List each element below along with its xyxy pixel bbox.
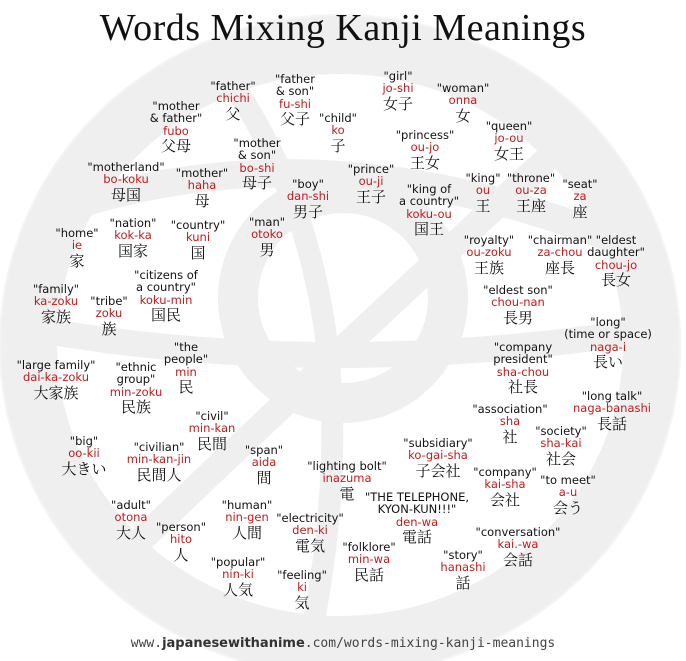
kanji-label: 座 <box>572 202 588 221</box>
kanji-label: 家族 <box>40 307 72 326</box>
footer-suffix: .com/words-mixing-kanji-meanings <box>304 636 556 651</box>
romaji-label: den-ki <box>292 523 328 538</box>
kanji-label: 電話 <box>401 528 433 547</box>
word-civilian <box>127 441 191 485</box>
word-large-family <box>17 359 96 403</box>
word-civil <box>189 410 236 454</box>
kanji-label: 母子 <box>241 174 273 193</box>
english-label: "the people" <box>163 340 209 367</box>
romaji-label: za <box>573 189 587 204</box>
romaji-label: ie <box>71 238 83 253</box>
english-label: "girl" <box>383 69 413 83</box>
english-label: "family" <box>32 282 80 296</box>
word-telephone <box>365 491 469 547</box>
romaji-label: ki <box>297 580 307 595</box>
kanji-label: 母国 <box>110 185 141 204</box>
kanji-label: 話 <box>455 573 471 592</box>
english-label: "story" <box>443 548 483 562</box>
kanji-label: 国民 <box>150 306 181 325</box>
romaji-label: jo-ou <box>494 131 524 146</box>
kanji-label: 気 <box>294 593 310 612</box>
word-eldest-daughter <box>587 234 645 290</box>
english-label: "queen" <box>485 119 533 133</box>
kanji-label: 女王 <box>493 144 525 163</box>
kanji-label: 王女 <box>409 153 441 172</box>
romaji-label: dan-shi <box>286 189 330 204</box>
english-label: "subsidiary" <box>403 436 473 450</box>
word-queen <box>486 120 533 164</box>
english-label: "folklore" <box>342 540 396 554</box>
word-princess <box>396 129 454 173</box>
word-seat <box>562 178 597 222</box>
romaji-label: chou-nan <box>491 295 545 310</box>
english-label: "ethnic group" <box>115 360 157 387</box>
english-label: "man" <box>248 215 286 229</box>
word-mother <box>176 167 228 211</box>
english-label: "mother & son" <box>233 136 281 163</box>
word-feeling <box>277 569 327 613</box>
kanji-label: 子会社 <box>415 461 461 480</box>
word-father-son <box>275 73 315 129</box>
romaji-label: min-zoku <box>109 384 163 399</box>
romaji-label: ko-gai-sha <box>408 448 468 463</box>
kanji-label: 民 <box>178 378 194 397</box>
english-label: "mother & father" <box>149 99 203 126</box>
footer-url[interactable] <box>0 636 686 651</box>
romaji-label: ou-zoku <box>466 245 512 260</box>
english-label: "adult" <box>111 498 151 512</box>
english-label: "royalty" <box>463 233 515 247</box>
english-label: "human" <box>221 498 273 512</box>
romaji-label: za-chou <box>537 245 583 260</box>
kanji-label: 父母 <box>160 137 192 156</box>
english-label: "civilian" <box>133 440 185 454</box>
english-label: "to meet" <box>540 473 596 487</box>
word-motherland <box>87 161 164 205</box>
english-label: "eldest son" <box>483 283 553 297</box>
english-label: "boy" <box>292 177 324 191</box>
footer-brand: japanesewithanime <box>162 636 305 651</box>
word-adult <box>111 499 151 543</box>
english-label: "person" <box>156 520 206 534</box>
kanji-label: 電気 <box>294 536 326 555</box>
romaji-label: fu-shi <box>279 96 311 111</box>
word-king-of-country <box>399 183 459 239</box>
word-company <box>473 466 537 510</box>
romaji-label: zoku <box>95 306 123 321</box>
word-folklore <box>342 541 395 585</box>
english-label: "home" <box>55 226 99 240</box>
english-label: "company" <box>473 465 537 479</box>
word-company-president <box>493 341 553 397</box>
kanji-label: 国家 <box>117 241 149 260</box>
kanji-label: 男子 <box>292 202 324 221</box>
kanji-label: 人 <box>173 545 189 564</box>
kanji-label: 長女 <box>600 271 632 290</box>
english-label: "father" <box>210 79 256 93</box>
kanji-label: 人気 <box>222 580 254 599</box>
word-man <box>249 216 285 260</box>
page-title: Words Mixing Kanji Meanings <box>99 7 587 49</box>
romaji-label: fubo <box>163 123 189 138</box>
word-person <box>156 521 206 565</box>
english-label: "THE TELEPHONE, KYON-KUN!!!" <box>364 490 470 517</box>
word-chairman <box>528 234 593 278</box>
english-label: "king" <box>465 171 501 185</box>
kanji-label: 社長 <box>507 378 538 397</box>
kanji-label: 王族 <box>473 258 505 277</box>
english-label: "throne" <box>506 171 556 185</box>
romaji-label: nin-gen <box>225 510 269 525</box>
word-king <box>465 172 500 216</box>
romaji-label: sha-kai <box>540 436 582 451</box>
kanji-label: 民間 <box>196 434 228 453</box>
english-label: "long talk" <box>581 389 643 403</box>
word-the-people <box>164 341 208 397</box>
romaji-label: koku-ou <box>406 206 452 221</box>
romaji-label: hanashi <box>440 560 486 575</box>
kanji-label: 大人 <box>115 523 147 542</box>
kanji-label: 人間 <box>231 523 263 542</box>
romaji-label: aida <box>251 455 277 470</box>
romaji-label: dai-ka-zoku <box>22 370 89 385</box>
romaji-label: ou-za <box>515 183 547 198</box>
english-label: "feeling" <box>277 568 327 582</box>
english-label: "mother" <box>175 166 229 180</box>
kanji-label: 電 <box>339 484 355 503</box>
word-subsidiary <box>403 437 472 481</box>
kanji-label: 国 <box>190 243 206 262</box>
word-mother-son <box>233 137 280 193</box>
kanji-label: 父子 <box>279 110 310 129</box>
kanji-label: 父 <box>225 104 241 123</box>
english-label: "large family" <box>16 358 96 372</box>
english-label: "nation" <box>109 216 157 230</box>
kanji-label: 社 <box>502 427 518 446</box>
word-mother-father <box>150 100 203 156</box>
word-eldest-son <box>483 284 553 328</box>
romaji-label: min-kan <box>188 421 236 436</box>
kanji-label: 王座 <box>515 196 547 215</box>
english-label: "woman" <box>436 81 490 95</box>
romaji-label: ou <box>475 183 491 198</box>
english-label: "span" <box>244 443 284 457</box>
romaji-label: chichi <box>216 91 250 106</box>
kanji-label: 民間人 <box>136 465 182 484</box>
english-label: "father & son" <box>275 72 315 99</box>
word-electricity <box>276 512 344 556</box>
romaji-label: otona <box>114 510 148 525</box>
english-label: "prince" <box>347 162 395 176</box>
english-label: "princess" <box>395 128 455 142</box>
romaji-label: haha <box>187 178 217 193</box>
word-father <box>210 80 255 124</box>
romaji-label: hito <box>169 532 193 547</box>
word-girl <box>382 70 413 114</box>
english-label: "seat" <box>562 177 598 191</box>
word-popular <box>211 556 265 600</box>
english-label: "chairman" <box>527 233 593 247</box>
romaji-label: ko <box>331 123 345 138</box>
romaji-label: bo-koku <box>103 172 149 187</box>
word-human <box>222 499 273 543</box>
kanji-label: 族 <box>101 319 117 338</box>
romaji-label: kai.-wa <box>497 537 539 552</box>
word-nation <box>110 217 157 261</box>
romaji-label: bo-shi <box>239 160 275 175</box>
romaji-label: sha <box>499 414 521 429</box>
romaji-label: kai-sha <box>484 477 526 492</box>
word-long <box>564 316 652 372</box>
english-label: "long" (time or space) <box>564 315 652 342</box>
romaji-label: otoko <box>251 227 283 242</box>
kanji-label: 男 <box>259 240 275 259</box>
romaji-label: onna <box>448 93 478 108</box>
english-label: "citizens of a country" <box>134 268 198 295</box>
word-tribe <box>90 295 127 339</box>
romaji-label: den-wa <box>395 514 439 529</box>
english-label: "child" <box>319 111 357 125</box>
word-story <box>440 549 485 593</box>
romaji-label: a-u <box>558 485 578 500</box>
kanji-label: 王 <box>475 196 491 215</box>
kanji-label: 大家族 <box>33 383 79 402</box>
romaji-label: min-wa <box>347 552 391 567</box>
romaji-label: naga-i <box>589 339 627 354</box>
kanji-label: 長話 <box>596 414 627 433</box>
kanji-label: 長男 <box>502 308 534 327</box>
romaji-label: sha-chou <box>496 364 550 379</box>
english-label: "electricity" <box>276 511 344 525</box>
english-label: "tribe" <box>90 294 128 308</box>
english-label: "country" <box>170 218 226 232</box>
word-family <box>33 283 79 327</box>
english-label: "society" <box>535 424 587 438</box>
kanji-label: 母 <box>194 191 210 210</box>
romaji-label: nin-ki <box>222 567 254 582</box>
word-ethnic-group <box>110 361 163 417</box>
english-label: "big" <box>69 434 99 448</box>
romaji-label: kuni <box>185 230 211 245</box>
word-woman <box>437 82 490 126</box>
kanji-label: 民族 <box>120 398 152 417</box>
romaji-label: inazuma <box>322 471 372 486</box>
word-home <box>55 227 98 271</box>
kanji-label: 女子 <box>382 94 414 113</box>
romaji-label: jo-shi <box>382 81 414 96</box>
english-label: "eldest daughter" <box>587 233 645 260</box>
english-label: "company president" <box>493 340 553 367</box>
kanji-label: 会う <box>552 498 583 517</box>
word-royalty <box>464 234 514 278</box>
romaji-label: ka-zoku <box>33 294 79 309</box>
romaji-label: oo-kii <box>68 446 100 461</box>
word-country <box>171 219 226 263</box>
word-prince <box>348 163 395 207</box>
kanji-label: 社会 <box>545 449 577 468</box>
romaji-label: kok-ka <box>114 228 152 243</box>
kanji-label: 国王 <box>413 220 445 239</box>
english-label: "civil" <box>195 409 229 423</box>
romaji-label: koku-min <box>139 292 193 307</box>
kanji-label: 王子 <box>355 187 386 206</box>
kanji-label: 長い <box>592 353 623 372</box>
kanji-label: 会社 <box>489 490 520 509</box>
kanji-label: 女 <box>455 106 471 125</box>
english-label: "king of a country" <box>399 182 459 209</box>
english-label: "association" <box>472 402 548 416</box>
word-conversation <box>476 526 561 570</box>
english-label: "popular" <box>210 555 266 569</box>
english-label: "motherland" <box>87 160 165 174</box>
word-child <box>319 112 357 156</box>
romaji-label: min <box>175 364 197 379</box>
word-span <box>245 444 283 488</box>
kanji-label: 子 <box>330 136 346 155</box>
romaji-label: naga-banashi <box>573 401 651 416</box>
kanji-label: 家 <box>69 251 85 270</box>
romaji-label: ou-jo <box>410 140 440 155</box>
kanji-label: 大きい <box>61 459 107 478</box>
romaji-label: min-kan-jin <box>126 452 192 467</box>
english-label: "lighting bolt" <box>307 459 387 473</box>
word-boy <box>287 178 329 222</box>
word-citizens <box>134 269 198 325</box>
word-society <box>535 425 587 469</box>
word-to-meet <box>540 474 596 518</box>
english-label: "conversation" <box>475 525 561 539</box>
romaji-label: chou-jo <box>594 257 638 272</box>
word-big <box>61 435 106 479</box>
kanji-label: 民話 <box>353 565 384 584</box>
kanji-label: 間 <box>256 468 272 487</box>
footer-prefix: www. <box>130 636 163 651</box>
word-throne <box>507 172 555 216</box>
kanji-label: 会話 <box>502 550 533 569</box>
kanji-label: 座長 <box>544 258 575 277</box>
romaji-label: ou-ji <box>358 174 384 189</box>
